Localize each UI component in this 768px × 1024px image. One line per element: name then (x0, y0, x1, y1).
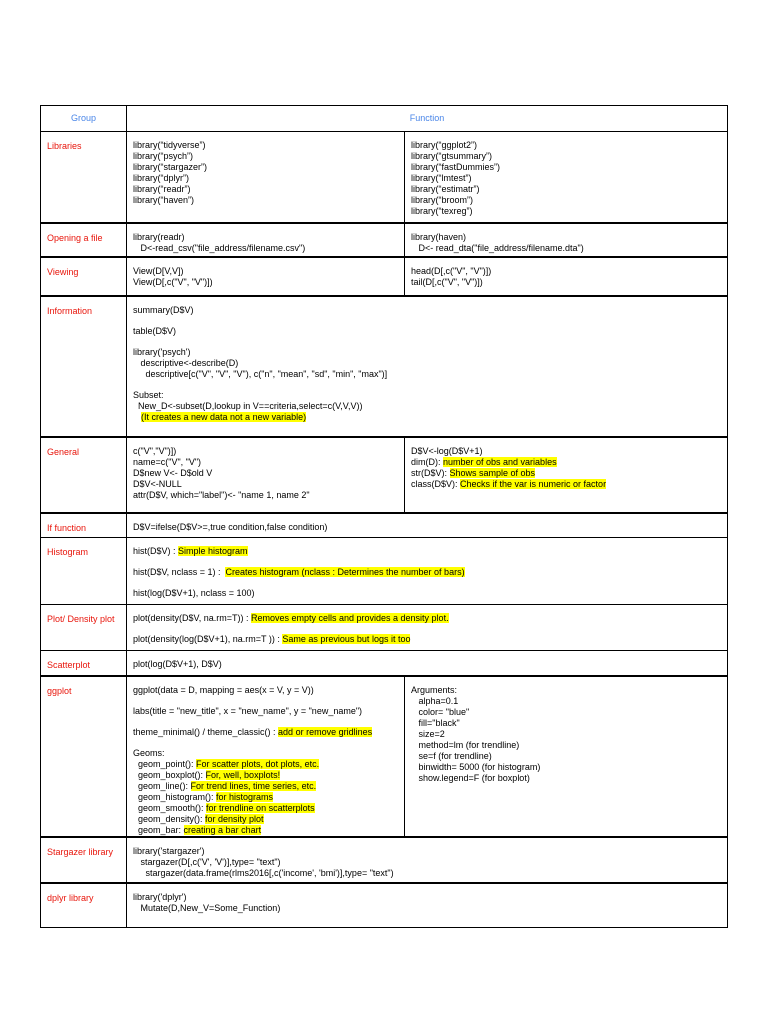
row-if-function (41, 513, 728, 538)
code-text: geom_bar: (133, 824, 184, 835)
code-line: size=2 (411, 728, 445, 739)
row-general (41, 437, 728, 513)
code-line: New_D<-subset(D,lookup in V==criteria,select=c(V,V,V)) (133, 400, 363, 411)
highlight-note: For, well, boxplots! (205, 769, 281, 780)
code-line: library(“fastDummies”) (411, 162, 501, 172)
highlight-note: for density plot (205, 813, 264, 824)
code-line: summary(D$V) (133, 304, 194, 315)
code-line: attr(D$V, which="label")<- "name 1, name 2" (133, 489, 310, 500)
code-line: show.legend=F (for boxplot) (411, 772, 530, 783)
group-opening: Opening a file (41, 223, 127, 257)
code-line: head(D[,c("V", "V")]) (411, 265, 492, 276)
code-line: table(D$V) (133, 325, 177, 336)
group-stargazer: Stargazer library (41, 837, 127, 883)
group-density: Plot/ Density plot (41, 605, 127, 651)
code-line: library(readr) (133, 231, 185, 242)
general-right (405, 437, 728, 513)
highlight-note: Creates histogram (nclass : Determines the number of bars) (225, 567, 465, 577)
row-dplyr (41, 883, 728, 928)
code-text: plot(density(log(D$V+1), na.rm=T )) : (133, 634, 283, 644)
group-ggplot: ggplot (41, 676, 127, 837)
row-density (41, 605, 728, 651)
highlight-note: (It creates a new data not a new variable) (141, 411, 307, 422)
code-line: library('stargazer') (133, 845, 205, 856)
highlight-note: For scatter plots, dot plots, etc. (196, 758, 320, 769)
libraries-left (127, 132, 405, 223)
code-line: color= "blue" (411, 706, 470, 717)
highlight-note: for histograms (216, 791, 274, 802)
row-information (41, 296, 728, 437)
code-line: D$V<-NULL (133, 478, 182, 489)
code-line: library(haven) (411, 231, 467, 242)
group-libraries: Libraries (41, 132, 127, 223)
code-line: stargazer(data.frame(rlms2016[,c('income', 'bmi')],type= "text") (133, 867, 394, 878)
code-line: library(“readr”) (133, 184, 191, 194)
code-line: library(“dplyr”) (133, 173, 189, 183)
code-text: geom_boxplot(): (133, 769, 206, 780)
highlight-note: Checks if the var is numeric or factor (460, 478, 607, 489)
code-line: se=f (for trendline) (411, 750, 492, 761)
code-line: Geoms: (133, 747, 165, 758)
code-line: library(“lmtest”) (411, 173, 472, 183)
highlight-note: Simple histogram (178, 546, 248, 556)
code-text: geom_line(): (133, 780, 191, 791)
dplyr-content (127, 883, 728, 928)
code-line: library(“ggplot2”) (411, 140, 478, 150)
group-viewing: Viewing (41, 257, 127, 296)
code-line: library(“haven”) (133, 195, 195, 205)
code-line: Arguments: (411, 684, 458, 695)
information-content (127, 296, 728, 437)
code-line: library('dplyr') (133, 891, 187, 902)
code-line: stargazer(D[,c('V', 'V')],type= "text") (133, 856, 281, 867)
opening-left (127, 223, 405, 257)
code-line: D$V<-log(D$V+1) (411, 445, 483, 456)
group-information: Information (41, 296, 127, 437)
histogram-content (127, 538, 728, 605)
opening-right (405, 223, 728, 257)
code-line: library(“broom”) (411, 195, 474, 205)
scatterplot-content (127, 651, 728, 676)
highlight-note: number of obs and variables (443, 456, 557, 467)
row-stargazer (41, 837, 728, 883)
ggplot-left (127, 676, 405, 837)
group-dplyr: dplyr library (41, 883, 127, 928)
code-line: library(“psych”) (133, 151, 194, 161)
code-line: descriptive[c("V", "V", "V"), c("n", "mean", "sd", "min", "max")] (133, 368, 388, 379)
group-header: Group (41, 106, 127, 132)
code-line: library('psych') (133, 346, 191, 357)
if-function-content (127, 513, 728, 538)
code-text: hist(D$V) : (133, 546, 179, 556)
code-line: descriptive<-describe(D) (133, 357, 239, 368)
code-line: library(“estimatr”) (411, 184, 480, 194)
highlight-note: Same as previous but logs it too (282, 634, 411, 644)
row-histogram (41, 538, 728, 605)
code-line: library(“stargazer”) (133, 162, 208, 172)
group-scatterplot: Scatterplot (41, 651, 127, 676)
code-line: Mutate(D,New_V=Some_Function) (133, 902, 281, 913)
code-line: View(D[,c("V", "V")]) (133, 276, 213, 287)
highlight-note: for trendline on scatterplots (206, 802, 315, 813)
ggplot-right (405, 676, 728, 837)
code-line: hist(log(D$V+1), nclass = 100) (133, 588, 255, 598)
code-line: binwidth= 5000 (for histogram) (411, 761, 541, 772)
row-scatterplot (41, 651, 728, 676)
code-line: library(“texreg”) (411, 206, 473, 216)
viewing-left (127, 257, 405, 296)
row-ggplot (41, 676, 728, 837)
density-content (127, 605, 728, 651)
code-line: fill="black" (411, 717, 460, 728)
highlight-note: For trend lines, time series, etc. (190, 780, 317, 791)
code-line: D$new V<- D$old V (133, 467, 213, 478)
group-if-function: If function (41, 513, 127, 538)
code-text: geom_point(): (133, 758, 197, 769)
header-row (41, 106, 728, 132)
r-cheatsheet-table (40, 105, 728, 928)
code-line: method=lm (for trendline) (411, 739, 520, 750)
viewing-right (405, 257, 728, 296)
code-text: geom_smooth(): (133, 802, 207, 813)
code-line: D<-read_csv("file_address/filename.csv") (133, 242, 306, 253)
code-line: library(“tidyverse”) (133, 140, 206, 150)
code-text: geom_histogram(): (133, 791, 217, 802)
code-text: plot(density(D$V, na.rm=T)) : (133, 613, 251, 623)
group-general: General (41, 437, 127, 513)
code-line: ggplot(data = D, mapping = aes(x = V, y = V)) (133, 684, 314, 695)
code-line: alpha=0.1 (411, 695, 459, 706)
code-line: D$V=ifelse(D$V>=,true condition,false condition) (133, 521, 328, 532)
row-viewing (41, 257, 728, 296)
row-libraries (41, 132, 728, 223)
code-line: labs(title = "new_title", x = "new_name", y = "new_name") (133, 705, 363, 716)
libraries-right (405, 132, 728, 223)
highlight-note: Removes empty cells and provides a density plot. (250, 613, 449, 623)
code-line: plot(log(D$V+1), D$V) (133, 659, 222, 669)
code-line: c("V","V")]) (133, 445, 177, 456)
function-header: Function (127, 106, 728, 132)
stargazer-content (127, 837, 728, 883)
group-histogram: Histogram (41, 538, 127, 605)
code-line: D<- read_dta("file_address/filename.dta") (411, 242, 584, 253)
code-text: str(D$V): (411, 467, 450, 478)
code-line: View(D[V,V]) (133, 265, 184, 276)
highlight-note: Shows sample of obs (449, 467, 536, 478)
code-text: dim(D): (411, 456, 443, 467)
code-line: name=c("V", "V") (133, 456, 202, 467)
general-left (127, 437, 405, 513)
code-text: geom_density(): (133, 813, 206, 824)
row-opening (41, 223, 728, 257)
code-line: tail(D[,c("V", "V")]) (411, 276, 483, 287)
code-text: hist(D$V, nclass = 1) : (133, 567, 226, 577)
code-text: theme_minimal() / theme_classic() : (133, 726, 279, 737)
code-text: class(D$V): (411, 478, 461, 489)
code-line: library(“gtsummary”) (411, 151, 492, 161)
highlight-note: creating a bar chart (183, 824, 262, 835)
highlight-note: add or remove gridlines (278, 726, 373, 737)
code-line: Subset: (133, 389, 164, 400)
